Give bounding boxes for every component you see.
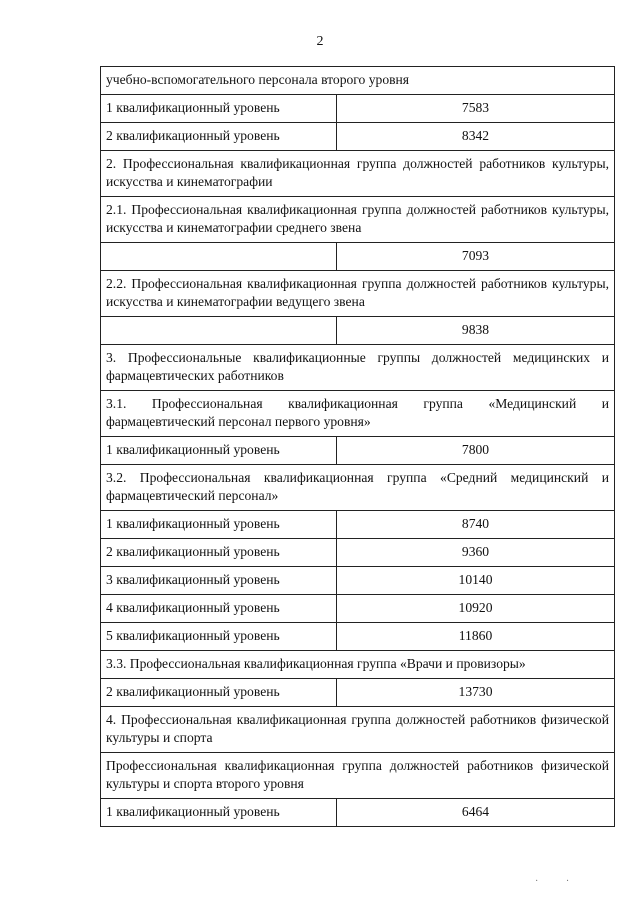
level-label: 2 квалификационный уровень xyxy=(101,539,337,567)
level-row xyxy=(101,679,615,707)
salary-value: 11860 xyxy=(337,623,615,651)
level-row xyxy=(101,123,615,151)
level-label xyxy=(101,243,337,271)
salary-value: 8740 xyxy=(337,511,615,539)
section-title: 2. Профессиональная квалификационная группа должностей работников культуры, искусства и кинематографии xyxy=(101,151,615,197)
section-row xyxy=(101,151,615,197)
section-row xyxy=(101,753,615,799)
level-row xyxy=(101,437,615,465)
level-label xyxy=(101,317,337,345)
level-label: 1 квалификационный уровень xyxy=(101,799,337,827)
section-title: 2.2. Профессиональная квалификационная группа должностей работников культуры, искусства и кинематографии ведущего звена xyxy=(101,271,615,317)
level-label: 1 квалификационный уровень xyxy=(101,95,337,123)
level-label: 1 квалификационный уровень xyxy=(101,437,337,465)
salary-value: 8342 xyxy=(337,123,615,151)
level-row xyxy=(101,243,615,271)
section-row xyxy=(101,67,615,95)
section-title: 3. Профессиональные квалификационные группы должностей медицинских и фармацевтических работников xyxy=(101,345,615,391)
level-label: 3 квалификационный уровень xyxy=(101,567,337,595)
section-title: Профессиональная квалификационная группа должностей работников физической культуры и спорта второго уровня xyxy=(101,753,615,799)
section-title: 4. Профессиональная квалификационная группа должностей работников физической культуры и спорта xyxy=(101,707,615,753)
salary-value: 7093 xyxy=(337,243,615,271)
section-title: 3.1. Профессиональная квалификационная группа «Медицинский и фармацевтический персонал первого уровня» xyxy=(101,391,615,437)
section-row xyxy=(101,651,615,679)
level-row xyxy=(101,95,615,123)
salary-value: 7583 xyxy=(337,95,615,123)
page-number: 2 xyxy=(316,34,324,49)
scan-artifact: · · xyxy=(535,876,570,887)
level-row xyxy=(101,623,615,651)
salary-value: 9838 xyxy=(337,317,615,345)
level-row xyxy=(101,511,615,539)
level-label: 1 квалификационный уровень xyxy=(101,511,337,539)
level-label: 2 квалификационный уровень xyxy=(101,679,337,707)
level-label: 4 квалификационный уровень xyxy=(101,595,337,623)
section-title: учебно-вспомогательного персонала второго уровня xyxy=(101,67,615,95)
section-row xyxy=(101,271,615,317)
section-row xyxy=(101,345,615,391)
salary-value: 9360 xyxy=(337,539,615,567)
salary-value: 10140 xyxy=(337,567,615,595)
salary-value: 6464 xyxy=(337,799,615,827)
level-row xyxy=(101,539,615,567)
level-row xyxy=(101,799,615,827)
section-title: 3.3. Профессиональная квалификационная группа «Врачи и провизоры» xyxy=(101,651,615,679)
level-row xyxy=(101,317,615,345)
salary-value: 7800 xyxy=(337,437,615,465)
salary-value: 10920 xyxy=(337,595,615,623)
section-row xyxy=(101,391,615,437)
level-label: 2 квалификационный уровень xyxy=(101,123,337,151)
table-body xyxy=(101,67,615,827)
section-row xyxy=(101,707,615,753)
salary-value: 13730 xyxy=(337,679,615,707)
level-row xyxy=(101,567,615,595)
section-row xyxy=(101,465,615,511)
level-row xyxy=(101,595,615,623)
level-label: 5 квалификационный уровень xyxy=(101,623,337,651)
section-title: 2.1. Профессиональная квалификационная группа должностей работников культуры, искусства и кинематографии среднего звена xyxy=(101,197,615,243)
section-row xyxy=(101,197,615,243)
section-title: 3.2. Профессиональная квалификационная группа «Средний медицинский и фармацевтический персонал» xyxy=(101,465,615,511)
salary-table xyxy=(100,66,615,827)
